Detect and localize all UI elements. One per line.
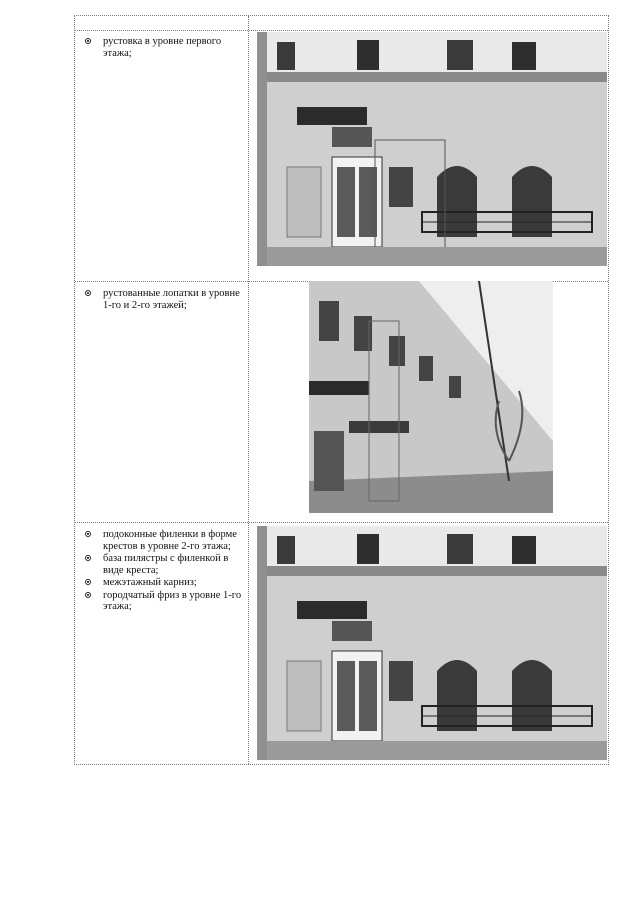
row-1-description: [83, 36, 243, 60]
list-item: межэтажный карниз;: [83, 577, 243, 589]
list-item: подоконные филенки в форме крестов в уровне 2-го этажа;: [83, 529, 243, 552]
row-2-description: [83, 288, 243, 312]
list-item: рустованные лопатки в уровне 1-го и 2-го этажей;: [83, 288, 243, 311]
bullet-icon: [85, 290, 91, 296]
header-row-divider: [75, 30, 608, 31]
building-facade-photo-icon: [257, 526, 607, 760]
building-facade-photo-icon: [257, 32, 607, 266]
bullet-icon: [85, 579, 91, 585]
column-divider: [248, 16, 249, 764]
features-table: [74, 15, 609, 765]
bullet-icon: [85, 592, 91, 598]
bullet-icon: [85, 531, 91, 537]
bullet-icon: [85, 38, 91, 44]
building-facade-photo-2: [257, 526, 607, 760]
bullet-icon: [85, 555, 91, 561]
list-item: рустовка в уровне первого этажа;: [83, 36, 243, 59]
building-facade-photo-1: [257, 32, 607, 266]
street-perspective-photo: [309, 281, 553, 513]
list-item: городчатый фриз в уровне 1-го этажа;: [83, 590, 243, 613]
list-item: база пилястры с филенкой в виде креста;: [83, 553, 243, 576]
street-perspective-photo-icon: [309, 281, 553, 513]
row-3-description: [83, 529, 243, 614]
row-divider: [75, 522, 608, 523]
